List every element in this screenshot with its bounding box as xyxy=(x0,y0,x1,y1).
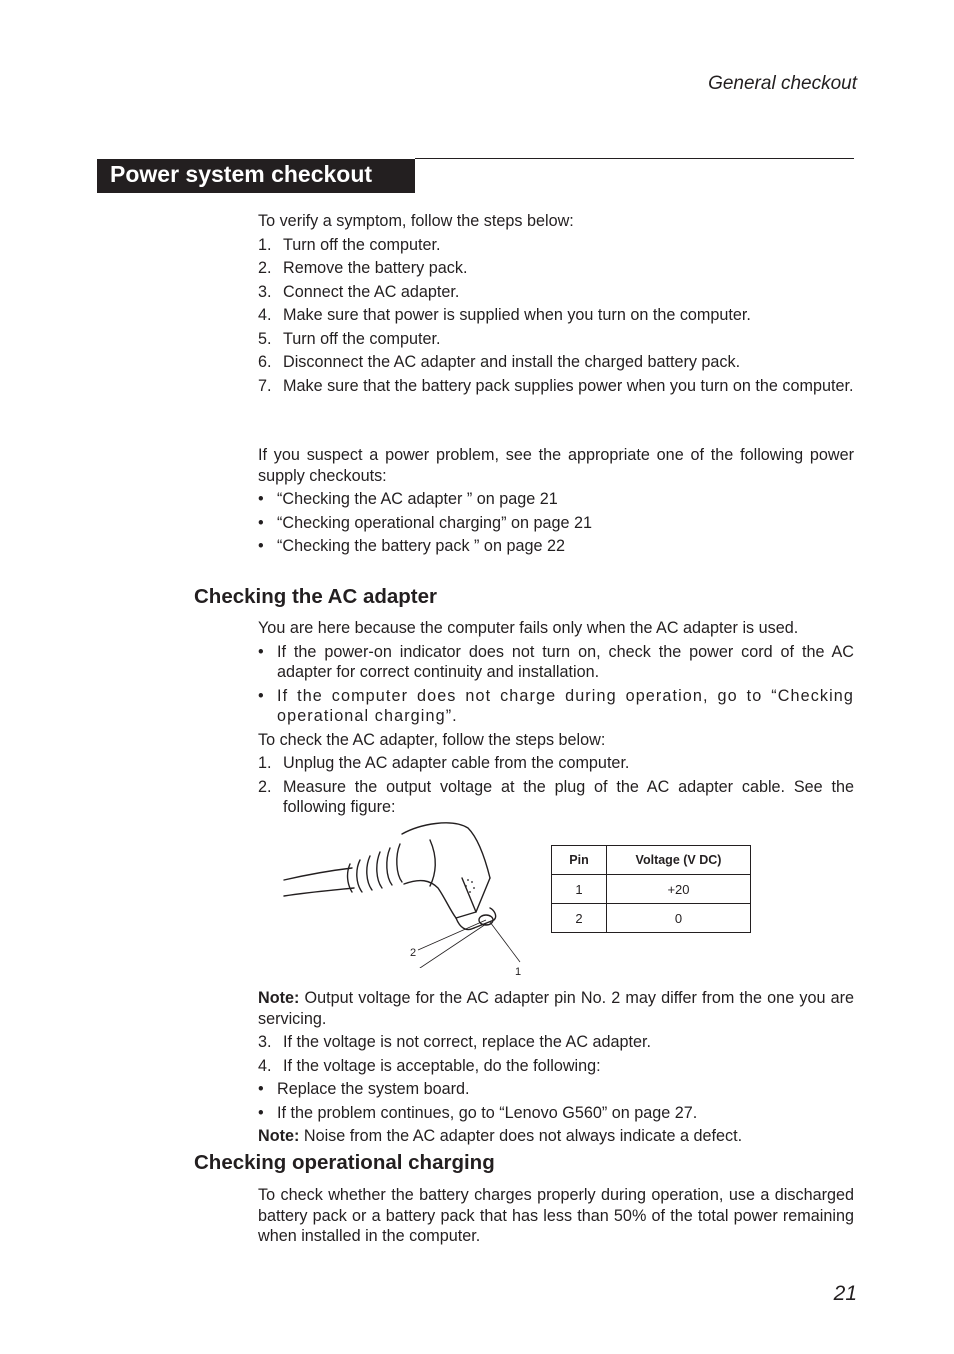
page-number: 21 xyxy=(833,1282,857,1305)
table-header-cell: Voltage (V DC) xyxy=(607,846,751,875)
intro-step: 2. Remove the battery pack. xyxy=(258,259,468,277)
ac-bullet: • If the power-on indicator does not turn on, check the power cord of the AC adapter for correct continuity and installation. xyxy=(258,642,854,681)
ac-lead2: To check the AC adapter, follow the steps below: xyxy=(258,730,606,749)
checkout-link[interactable]: • “Checking the battery pack ” on page 22 xyxy=(258,537,565,555)
page-title: Power system checkout xyxy=(97,159,415,193)
intro-section xyxy=(258,211,854,396)
ac-step: 4. If the voltage is acceptable, do the following: xyxy=(258,1056,601,1075)
intro-step: 7. Make sure that the battery pack supplies power when you turn on the computer. xyxy=(258,376,854,395)
table-row xyxy=(552,875,751,904)
section-heading-charging: Checking operational charging xyxy=(194,1151,495,1174)
table-row xyxy=(552,904,751,933)
table-cell: 0 xyxy=(607,904,751,933)
note-1: Note: Output voltage for the AC adapter pin No. 2 may differ from the one you are servicing. xyxy=(258,989,854,1028)
table-cell: 2 xyxy=(552,904,607,933)
intro-lead: To verify a symptom, follow the steps below: xyxy=(258,212,574,230)
section-heading-ac-adapter: Checking the AC adapter xyxy=(194,585,438,608)
ac-step: 3. If the voltage is not correct, replace the AC adapter. xyxy=(258,1033,652,1051)
table-cell: +20 xyxy=(607,875,751,904)
intro-step: 1. Turn off the computer. xyxy=(258,235,441,254)
pin-voltage-table xyxy=(551,845,751,933)
header-rule xyxy=(415,158,854,159)
intro-step: 6. Disconnect the AC adapter and install the charged battery pack. xyxy=(258,353,741,371)
table-header-cell: Pin xyxy=(552,846,607,875)
charging-section xyxy=(258,1185,854,1247)
running-header: General checkout xyxy=(708,73,857,94)
ac-bullet: • Replace the system board. xyxy=(258,1080,470,1098)
table-cell: 1 xyxy=(552,875,607,904)
figure-label-1: 1 xyxy=(515,966,522,978)
intro-step: 5. Turn off the computer. xyxy=(258,329,441,348)
figure-label-2: 2 xyxy=(410,947,417,959)
leader-lines xyxy=(410,900,530,980)
ac-bullet: • If the computer does not charge during operation, go to “Checking operational charging”. xyxy=(258,686,854,725)
intro-step: 3. Connect the AC adapter. xyxy=(258,282,460,301)
suspect-paragraph: If you suspect a power problem, see the appropriate one of the following power supply checkouts: xyxy=(258,446,854,485)
checkout-link[interactable]: • “Checking operational charging” on page 21 xyxy=(258,513,592,532)
ac-step: 1. Unplug the AC adapter cable from the computer. xyxy=(258,754,630,772)
ac-after-figure xyxy=(258,988,854,1147)
intro-step: 4. Make sure that power is supplied when you turn on the computer. xyxy=(258,306,751,324)
charging-paragraph: To check whether the battery charges properly during operation, use a discharged battery pack or a battery pack that has less than 50% of the total power remaining when installed in the computer. xyxy=(258,1186,854,1245)
checkout-link[interactable]: • “Checking the AC adapter ” on page 21 xyxy=(258,490,558,508)
ac-bullet-link[interactable]: • If the problem continues, go to “Lenovo G560” on page 27. xyxy=(258,1103,698,1122)
ac-lead: You are here because the computer fails only when the AC adapter is used. xyxy=(258,619,799,637)
note-2: Note: Noise from the AC adapter does not always indicate a defect. xyxy=(258,1127,743,1145)
table-header-row xyxy=(552,846,751,875)
suspect-section xyxy=(258,445,854,557)
ac-adapter-section xyxy=(258,618,854,818)
ac-step: 2. Measure the output voltage at the plug of the AC adapter cable. See the following figure: xyxy=(258,777,854,816)
